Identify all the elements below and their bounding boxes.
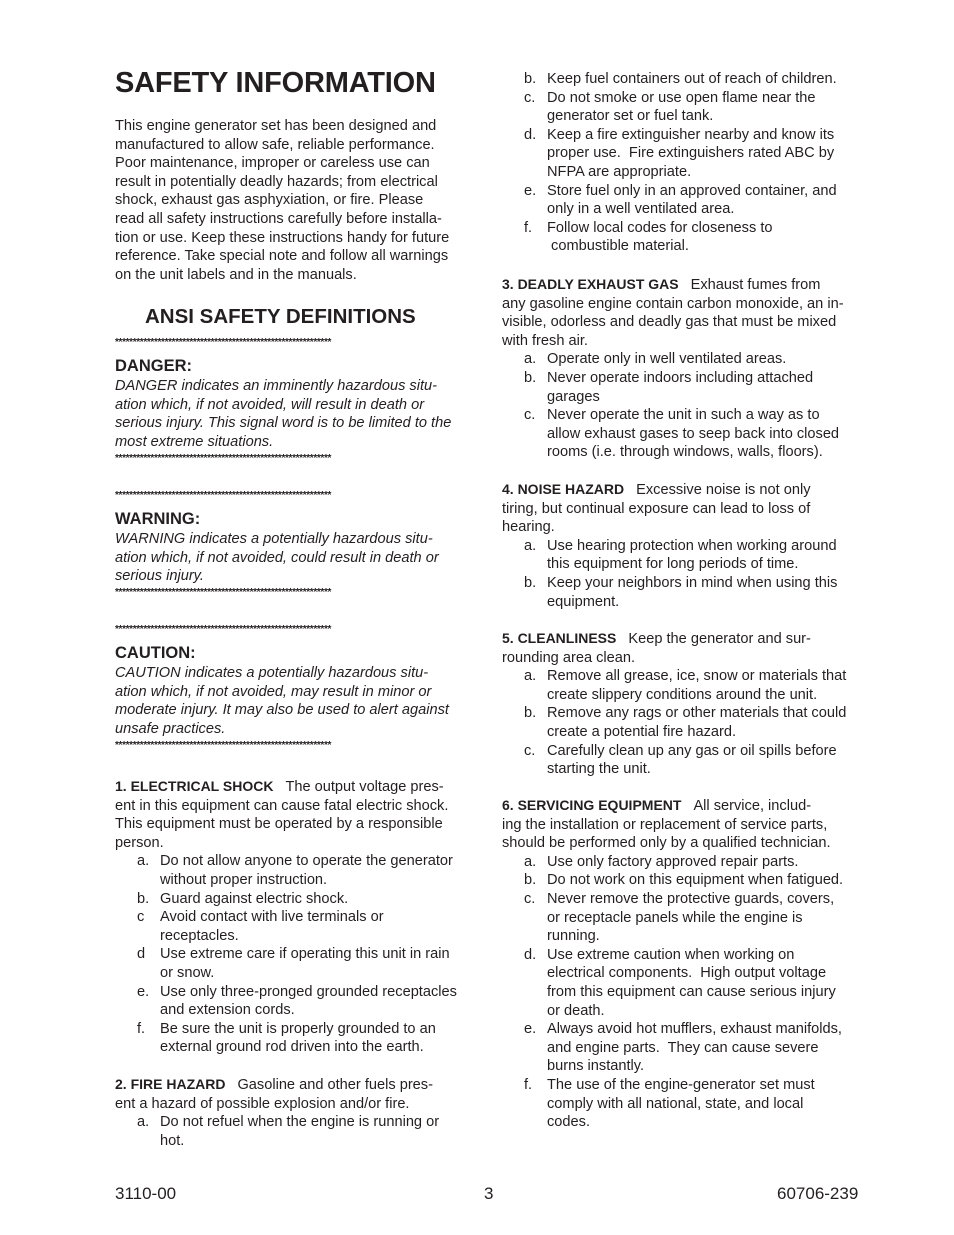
item-list bbox=[115, 1113, 483, 1150]
text-line: WARNING indicates a potentially hazardous situ- bbox=[115, 531, 433, 547]
list-item-text: Never remove the protective guards, covers, bbox=[547, 890, 835, 907]
section-heading: 6. SERVICING EQUIPMENT bbox=[502, 797, 682, 813]
section-cleanliness bbox=[502, 629, 870, 779]
text-line: This engine generator set has been designed and bbox=[115, 118, 437, 134]
text-line: hearing. bbox=[502, 519, 555, 536]
list-item-letter: b. bbox=[137, 890, 150, 907]
section-lead-text: The output voltage pres- bbox=[285, 779, 444, 795]
list-item-letter: e. bbox=[524, 1021, 537, 1038]
item-list bbox=[502, 667, 870, 779]
list-item-text: Do not work on this equipment when fatigued. bbox=[547, 872, 844, 889]
list-item-text: Remove all grease, ice, snow or materials that bbox=[547, 668, 847, 685]
list-item bbox=[502, 704, 870, 741]
list-item-text: Use only three-pronged grounded receptacles bbox=[160, 983, 457, 1000]
list-item-text: or death. bbox=[547, 1002, 605, 1019]
list-item-text: codes. bbox=[547, 1114, 590, 1131]
list-item bbox=[502, 89, 870, 126]
danger-label: DANGER: bbox=[115, 357, 192, 375]
list-item-text: without proper instruction. bbox=[160, 871, 328, 888]
list-item-text: equipment. bbox=[547, 593, 620, 610]
list-item-text: NFPA are appropriate. bbox=[547, 163, 692, 180]
footer-right-code: 60706-239 bbox=[777, 1184, 859, 1203]
list-item-text: Always avoid hot mufflers, exhaust manifolds, bbox=[547, 1021, 842, 1038]
list-item-letter: c. bbox=[524, 89, 536, 106]
danger-definition bbox=[115, 377, 483, 451]
section-noise-hazard bbox=[502, 480, 870, 611]
text-line: DANGER indicates an imminently hazardous situ- bbox=[115, 378, 438, 394]
text-line: result in potentially deadly hazards; from electrical bbox=[115, 173, 438, 190]
item-list bbox=[502, 537, 870, 611]
section-heading: 4. NOISE HAZARD bbox=[502, 481, 625, 497]
list-item-text: receptacles. bbox=[160, 927, 239, 944]
list-item-text: proper use. Fire extinguishers rated ABC by bbox=[547, 145, 835, 162]
text-line: reference. Take special note and follow all warnings bbox=[115, 248, 449, 265]
text-line: visible, odorless and deadly gas that must be mixed bbox=[502, 314, 837, 331]
divider-stars: ************************************************************* bbox=[115, 454, 332, 464]
list-item-letter: a. bbox=[524, 537, 537, 554]
list-item-text: Do not allow anyone to operate the generator bbox=[160, 853, 453, 870]
divider-stars: ************************************************************* bbox=[115, 338, 332, 348]
list-item-text: generator set or fuel tank. bbox=[547, 108, 714, 125]
text-line: should be performed only by a qualified technician. bbox=[502, 835, 831, 852]
list-item-letter: e. bbox=[137, 983, 150, 1000]
caution-definition bbox=[115, 664, 483, 738]
text-line: on the unit labels and in the manuals. bbox=[115, 266, 357, 283]
list-item bbox=[115, 908, 483, 945]
text-line: ation which, if not avoided, may result in minor or bbox=[115, 683, 432, 700]
list-item-letter: b. bbox=[524, 71, 537, 87]
list-item bbox=[502, 219, 870, 256]
list-item-letter: c bbox=[137, 909, 145, 926]
text-line: with fresh air. bbox=[502, 332, 588, 349]
list-item-text: Use extreme care if operating this unit in rain bbox=[160, 946, 450, 963]
text-line: person. bbox=[115, 834, 164, 851]
list-item bbox=[502, 126, 870, 182]
list-item bbox=[115, 945, 483, 982]
warning-definition bbox=[115, 530, 483, 586]
section-lead-text: Exhaust fumes from bbox=[690, 277, 821, 293]
section-lead-line bbox=[115, 777, 483, 797]
list-item bbox=[502, 70, 870, 89]
page-title: SAFETY INFORMATION bbox=[115, 67, 436, 99]
list-item bbox=[115, 1113, 483, 1150]
list-item-text: electrical components. High output voltage bbox=[547, 965, 827, 982]
list-item-text: Be sure the unit is properly grounded to an bbox=[160, 1020, 436, 1037]
list-item-text: create a potential fire hazard. bbox=[547, 723, 737, 740]
list-item-text: and extension cords. bbox=[160, 1002, 295, 1019]
list-item bbox=[502, 742, 870, 779]
list-item bbox=[502, 853, 870, 872]
intro-paragraph bbox=[115, 117, 449, 284]
item-list bbox=[502, 853, 870, 1132]
list-item bbox=[115, 983, 483, 1020]
list-item-text: garages bbox=[547, 388, 600, 405]
list-item-text: hot. bbox=[160, 1132, 185, 1149]
list-item bbox=[115, 1020, 483, 1057]
list-item-text: Use extreme caution when working on bbox=[547, 946, 795, 963]
list-item-text: The use of the engine-generator set must bbox=[547, 1076, 815, 1093]
section-lead-line bbox=[502, 796, 870, 816]
section-deadly-exhaust-gas bbox=[502, 275, 870, 462]
list-item-text: Follow local codes for closeness to bbox=[547, 219, 773, 236]
list-item-text: Keep a fire extinguisher nearby and know its bbox=[547, 126, 835, 143]
section-lead-text: Gasoline and other fuels pres- bbox=[237, 1077, 433, 1093]
list-item-text: starting the unit. bbox=[547, 761, 651, 778]
section-electrical-shock bbox=[115, 777, 483, 1057]
section-fire-hazard-continued bbox=[502, 70, 870, 256]
section-fire-hazard bbox=[115, 1075, 483, 1150]
list-item-text: Carefully clean up any gas or oil spills before bbox=[547, 742, 837, 759]
text-line: CAUTION indicates a potentially hazardous situ- bbox=[115, 665, 429, 681]
list-item-letter: f. bbox=[137, 1020, 146, 1037]
list-item-letter: b. bbox=[524, 369, 537, 386]
list-item-text: Use only factory approved repair parts. bbox=[547, 853, 799, 870]
list-item-text: or snow. bbox=[160, 964, 215, 981]
section-heading: 1. ELECTRICAL SHOCK bbox=[115, 778, 274, 794]
list-item-text: combustible material. bbox=[547, 238, 689, 255]
list-item bbox=[502, 946, 870, 1020]
ansi-heading: ANSI SAFETY DEFINITIONS bbox=[145, 305, 416, 328]
list-item-letter: c. bbox=[524, 742, 536, 759]
list-item-text: Never operate the unit in such a way as to bbox=[547, 407, 820, 424]
list-item-letter: c. bbox=[524, 407, 536, 424]
list-item bbox=[502, 574, 870, 611]
list-item-letter: a. bbox=[137, 1114, 150, 1131]
text-line: shock, exhaust gas asphyxiation, or fire. Please bbox=[115, 192, 424, 209]
list-item bbox=[502, 182, 870, 219]
list-item bbox=[502, 406, 870, 462]
section-heading: 3. DEADLY EXHAUST GAS bbox=[502, 276, 679, 292]
section-lead-text: Excessive noise is not only bbox=[636, 482, 811, 498]
list-item bbox=[502, 369, 870, 406]
text-line: ent in this equipment can cause fatal electric shock. bbox=[115, 797, 449, 814]
list-item bbox=[502, 871, 870, 890]
section-lead-text: Keep the generator and sur- bbox=[628, 631, 811, 647]
list-item-text: only in a well ventilated area. bbox=[547, 201, 735, 218]
item-list bbox=[502, 70, 870, 256]
list-item bbox=[115, 890, 483, 909]
caution-label: CAUTION: bbox=[115, 644, 196, 662]
list-item-text: Do not refuel when the engine is running or bbox=[160, 1114, 440, 1131]
list-item-text: Never operate indoors including attached bbox=[547, 369, 814, 386]
list-item-letter: a. bbox=[524, 351, 537, 368]
list-item-text: Keep fuel containers out of reach of children. bbox=[547, 71, 837, 87]
item-list bbox=[502, 350, 870, 462]
list-item-text: external ground rod driven into the earth. bbox=[160, 1039, 424, 1056]
text-line: manufactured to allow safe, reliable performance. bbox=[115, 136, 435, 153]
list-item-text: Use hearing protection when working around bbox=[547, 537, 837, 554]
text-line: tiring, but continual exposure can lead to loss of bbox=[502, 500, 811, 517]
divider-stars: ************************************************************* bbox=[115, 741, 332, 751]
list-item-letter: d. bbox=[524, 126, 537, 143]
list-item-text: comply with all national, state, and local bbox=[547, 1095, 804, 1112]
text-line: unsafe practices. bbox=[115, 720, 226, 737]
warning-label: WARNING: bbox=[115, 510, 201, 528]
list-item-text: this equipment for long periods of time. bbox=[547, 556, 799, 573]
list-item-letter: a. bbox=[524, 853, 537, 870]
divider-stars: ************************************************************* bbox=[115, 625, 332, 635]
list-item bbox=[502, 890, 870, 946]
list-item-text: burns instantly. bbox=[547, 1058, 645, 1075]
list-item-letter: c. bbox=[524, 890, 536, 907]
list-item-text: from this equipment can cause serious injury bbox=[547, 983, 836, 1000]
item-list bbox=[115, 852, 483, 1057]
list-item-text: Guard against electric shock. bbox=[160, 890, 349, 907]
list-item-letter: a. bbox=[137, 853, 150, 870]
list-item-text: or receptacle panels while the engine is bbox=[547, 909, 803, 926]
list-item bbox=[502, 350, 870, 369]
section-servicing-equipment bbox=[502, 796, 870, 1132]
list-item-text: create slippery conditions around the unit. bbox=[547, 686, 818, 703]
section-heading: 5. CLEANLINESS bbox=[502, 630, 617, 646]
list-item bbox=[115, 852, 483, 889]
text-line: rounding area clean. bbox=[502, 649, 636, 666]
divider-stars: ************************************************************* bbox=[115, 491, 332, 501]
list-item-text: running. bbox=[547, 928, 600, 945]
page-number: 3 bbox=[484, 1184, 494, 1203]
divider-stars: ************************************************************* bbox=[115, 588, 332, 598]
list-item bbox=[502, 1076, 870, 1132]
list-item-text: and engine parts. They can cause severe bbox=[547, 1039, 819, 1056]
list-item-text: allow exhaust gases to seep back into closed bbox=[547, 425, 840, 442]
list-item-letter: b. bbox=[524, 872, 537, 889]
list-item bbox=[502, 1020, 870, 1076]
list-item-text: Remove any rags or other materials that could bbox=[547, 705, 847, 722]
list-item-letter: f. bbox=[524, 219, 533, 236]
list-item-letter: b. bbox=[524, 705, 537, 722]
text-line: any gasoline engine contain carbon monoxide, an in- bbox=[502, 295, 844, 312]
text-line: Poor maintenance, improper or careless use can bbox=[115, 155, 430, 172]
footer-left-code: 3110-00 bbox=[115, 1184, 177, 1203]
section-lead-line bbox=[115, 1075, 483, 1095]
text-line: ing the installation or replacement of service parts, bbox=[502, 816, 828, 833]
text-line: ation which, if not avoided, will result in death or bbox=[115, 396, 425, 413]
list-item-text: Do not smoke or use open flame near the bbox=[547, 89, 816, 106]
text-line: most extreme situations. bbox=[115, 433, 274, 450]
text-line: moderate injury. It may also be used to alert against bbox=[115, 702, 449, 719]
list-item-text: Store fuel only in an approved container, and bbox=[547, 182, 837, 199]
section-lead-line bbox=[502, 275, 870, 295]
list-item-text: rooms (i.e. through windows, walls, floors). bbox=[547, 444, 823, 461]
list-item-letter: a. bbox=[524, 668, 537, 685]
list-item-text: Keep your neighbors in mind when using this bbox=[547, 574, 838, 591]
list-item-letter: b. bbox=[524, 574, 537, 591]
text-line: ent a hazard of possible explosion and/or fire. bbox=[115, 1095, 410, 1112]
list-item bbox=[502, 667, 870, 704]
section-lead-line bbox=[502, 629, 870, 649]
list-item-letter: d. bbox=[524, 946, 537, 963]
list-item-letter: e. bbox=[524, 182, 537, 199]
section-lead-text: All service, includ- bbox=[693, 798, 812, 814]
text-line: serious injury. bbox=[115, 568, 204, 585]
section-lead-line bbox=[502, 480, 870, 500]
list-item-letter: d bbox=[137, 946, 146, 963]
list-item-text: Avoid contact with live terminals or bbox=[160, 909, 384, 926]
text-line: serious injury. This signal word is to be limited to the bbox=[115, 415, 452, 432]
text-line: read all safety instructions carefully before installa- bbox=[115, 210, 442, 227]
list-item-text: Operate only in well ventilated areas. bbox=[547, 351, 787, 368]
list-item-letter: f. bbox=[524, 1076, 533, 1093]
list-item bbox=[502, 537, 870, 574]
text-line: ation which, if not avoided, could result in death or bbox=[115, 549, 439, 566]
text-line: tion or use. Keep these instructions handy for future bbox=[115, 229, 450, 246]
text-line: This equipment must be operated by a responsible bbox=[115, 816, 443, 833]
section-heading: 2. FIRE HAZARD bbox=[115, 1076, 226, 1092]
